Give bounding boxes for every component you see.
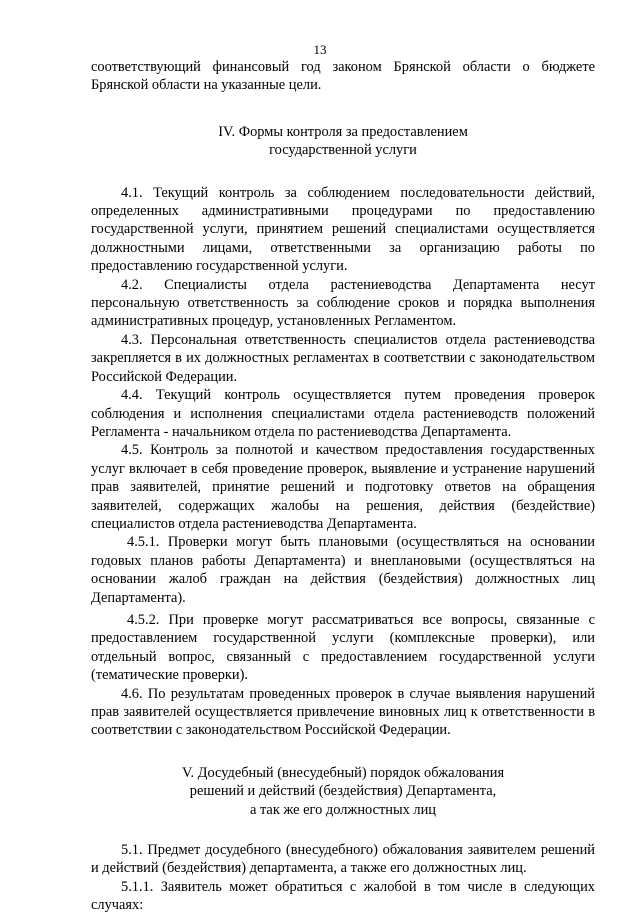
paragraph-5-1: 5.1. Предмет досудебного (внесудебного) обжалования заявителем решений и действий (бездействия) департамента, а также его должностных лиц. <box>91 842 595 877</box>
paragraph-4-1: 4.1. Текущий контроль за соблюдением последовательности действий, определенных административными процедурами по предоставлению государственной услуги, принятием решений специалистами осуществляется должностными лицами, ответственными за организацию работы по предоставлению государственной услуги. <box>91 184 595 275</box>
page-number: 13 <box>313 42 327 57</box>
paragraph-5-1-1: 5.1.1. Заявитель может обратиться с жалобой в том числе в следующих случаях: <box>91 878 595 914</box>
section-5-heading <box>91 764 595 819</box>
paragraph-continuation: соответствующий финансовый год законом Брянской области о бюджете Брянской области на указанные цели. <box>91 59 595 94</box>
paragraph-4-4: 4.4. Текущий контроль осуществляется путем проведения проверок соблюдения и исполнения специалистами отдела растениеводств положений Регламента - начальником отдела по растениеводства Департамента. <box>91 387 595 440</box>
section-4-heading <box>91 123 595 160</box>
paragraph-4-3: 4.3. Персональная ответственность специалистов отдела растениеводства закрепляется в их должностных регламентах в соответствии с законодательством Российской Федерации. <box>91 331 595 385</box>
section-4-title-line-2: государственной услуги <box>269 142 417 159</box>
section-5-title-line-1: V. Досудебный (внесудебный) порядок обжалования <box>181 764 505 781</box>
paragraph-4-5-2: 4.5.2. При проверке могут рассматриваться все вопросы, связанные с предоставлением государственной услуги (комплексные проверки), или отдельный вопрос, связанный с предоставлением государственной услуги (тематические проверки). <box>91 611 595 684</box>
paragraph-4-6: 4.6. По результатам проведенных проверок в случае выявления нарушений прав заявителей осуществляется привлечение виновных лиц к ответственности в соответствии с законодательством Российской Федерации. <box>91 685 595 739</box>
paragraph-4-5-1: 4.5.1. Проверки могут быть плановыми (осуществляться на основании годовых планов работы Департамента) и внеплановыми (осуществляться на основании жалоб граждан на действия (бездействия) должностных лиц Департамента). <box>91 534 595 606</box>
paragraph-4-2: 4.2. Специалисты отдела растениеводства Департамента несут персональную ответственность за соблюдение сроков и порядка выполнения административных процедур, установленных Регламентом. <box>91 276 595 330</box>
paragraph-4-5: 4.5. Контроль за полнотой и качеством предоставления государственных услуг включает в себя проведение проверок, выявление и устранение нарушений прав заявителей, принятие решений и подготовку ответов на обращения заявителей, содержащих жалобы на решения, действия (бездействие) специалистов отдела растениеводства Департамента. <box>91 442 595 532</box>
section-4-title-line-1: IV. Формы контроля за предоставлением <box>218 123 468 140</box>
document-body <box>91 58 595 915</box>
section-5-title-line-2: решений и действий (бездействия) Департамента, <box>189 783 497 800</box>
section-5-title-line-3: а так же его должностных лиц <box>249 801 437 818</box>
